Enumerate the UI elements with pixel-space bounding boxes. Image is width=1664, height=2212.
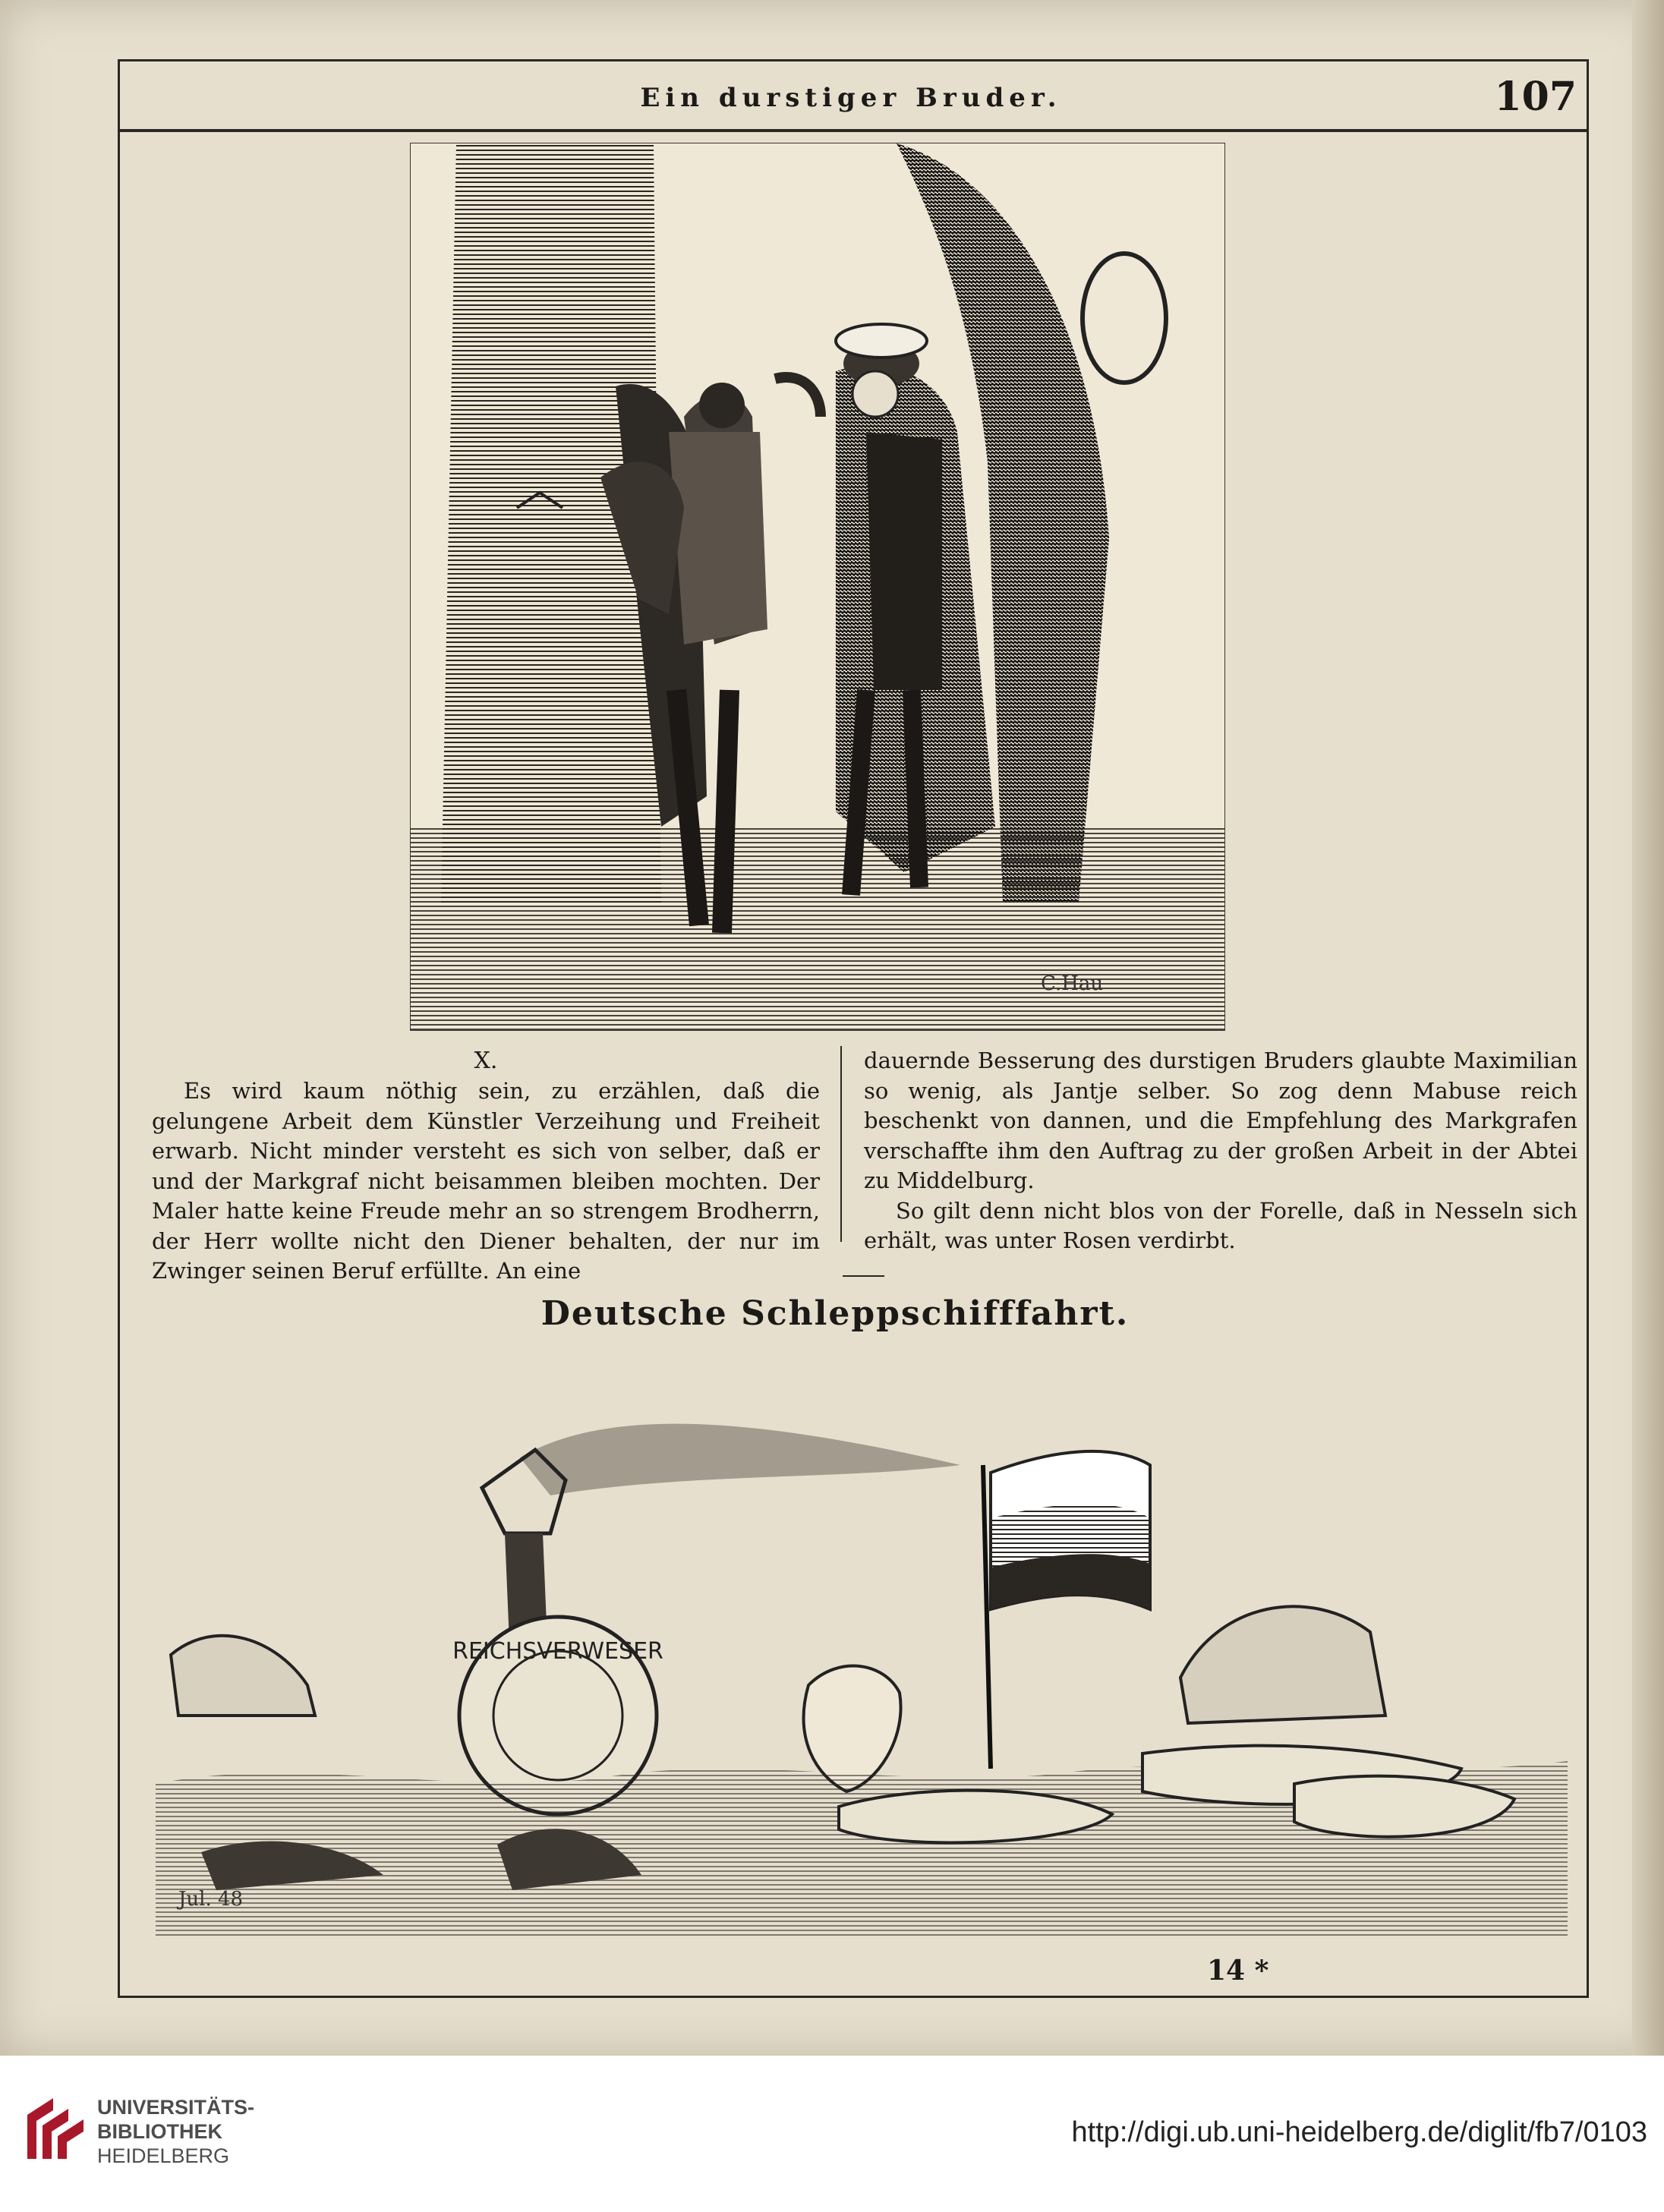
section-title: Deutsche Schleppschifffahrt.: [540, 1294, 1130, 1333]
paragraph: dauernde Besserung des durstigen Bruders glaubte Maximilian so wenig, als Jantje selber. So zog denn Mabuse reich beschenkt von dannen, und die Empfehlung des Markgrafen verschaffte ihm den Auftrag zu der großen Arbeit in der Abtei zu Middelburg.: [864, 1048, 1577, 1193]
library-logo-icon: [23, 2092, 88, 2165]
page-number: 107: [1494, 74, 1577, 120]
column-divider: [840, 1046, 842, 1242]
logo-line-1: UNIVERSITÄTS-: [97, 2096, 255, 2119]
header-rule: [118, 129, 1587, 132]
source-url[interactable]: http://digi.ub.uni-heidelberg.de/diglit/fb7/0103: [1071, 2116, 1647, 2148]
paragraph: Es wird kaum nöthig sein, zu erzählen, daß die gelungene Arbeit dem Künstler Verzeihung und Freiheit erwarb. Nicht minder versteht es sich von selber, daß er und der Markgraf nicht beisammen bleiben mochten. Der Maler hatte keine Freude mehr an so strengem Brodherrn, der Herr wollte nicht den Diener behalten, der nur im Zwinger seinen Beruf erfüllte. An eine: [152, 1078, 820, 1284]
engraver-signature: C.Hau: [1041, 972, 1104, 995]
logo-line-2: BIBLIOTHEK: [97, 2120, 222, 2143]
text-column-left: [152, 1046, 820, 1287]
footer-bar: [0, 2056, 1664, 2212]
artist-signature: Jul. 48: [178, 1888, 244, 1911]
shield-inscription: REICHSVERWESER: [452, 1638, 663, 1665]
chapter-heading: X.: [474, 1048, 498, 1074]
section-rule: [843, 1275, 884, 1277]
text-column-right: [864, 1046, 1577, 1256]
running-title: Ein durstiger Bruder.: [640, 83, 1062, 113]
library-logo-text: [97, 2095, 254, 2168]
logo-line-3: HEIDELBERG: [97, 2144, 230, 2167]
page-header: [118, 72, 1584, 125]
engraving-painter-and-margrave: [410, 143, 1225, 1031]
signature-mark: 14 *: [1207, 1955, 1269, 1987]
caricature-illustration: [156, 1359, 1568, 1936]
paragraph: So gilt denn nicht blos von der Forelle, daß in Nesseln sich erhält, was unter Rosen verdirbt.: [864, 1197, 1577, 1253]
